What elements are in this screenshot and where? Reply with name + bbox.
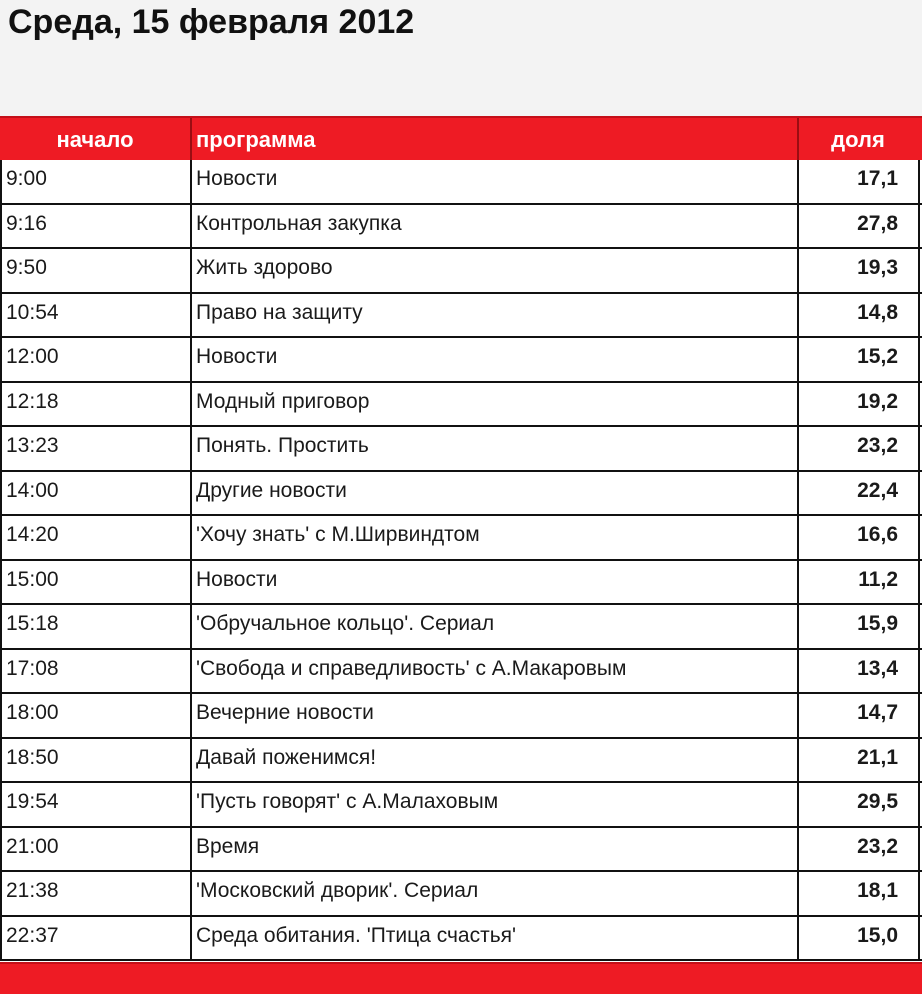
schedule-table	[0, 116, 922, 994]
start-time-cell: 9:50	[6, 256, 47, 279]
table-right-border	[918, 160, 920, 961]
program-cell: Новости	[196, 167, 278, 190]
share-cell: 29,5	[857, 790, 898, 813]
table-header-row	[0, 116, 922, 160]
program-cell: Контрольная закупка	[196, 211, 402, 235]
share-cell: 18,1	[857, 879, 898, 902]
start-time-cell: 12:00	[6, 345, 59, 368]
start-time-cell: 19:54	[6, 790, 59, 813]
table-row	[0, 338, 922, 383]
table-row	[0, 650, 922, 695]
table-row	[0, 205, 922, 250]
table-row	[0, 383, 922, 428]
start-time-cell: 18:50	[6, 745, 59, 769]
table-row	[0, 516, 922, 561]
column-header-share: доля	[831, 127, 885, 152]
share-cell: 17,1	[857, 167, 898, 190]
start-time-cell: 15:18	[6, 612, 59, 635]
table-row	[0, 561, 922, 606]
table-row	[0, 872, 922, 917]
start-time-cell: 22:37	[6, 923, 59, 947]
start-time-cell: 9:16	[6, 211, 47, 235]
table-left-border	[0, 160, 2, 961]
program-cell: 'Обручальное кольцо'. Сериал	[196, 612, 495, 635]
start-time-cell: 21:00	[6, 834, 59, 858]
page-title: Среда, 15 февраля 2012	[8, 3, 415, 41]
start-time-cell: 14:20	[6, 523, 59, 546]
share-cell: 15,9	[857, 612, 898, 635]
column-header-program: программа	[196, 127, 316, 152]
program-cell: Понять. Простить	[196, 434, 369, 457]
start-time-cell: 17:08	[6, 656, 59, 680]
share-cell: 19,2	[857, 389, 898, 413]
table-row	[0, 694, 922, 739]
share-cell: 13,4	[857, 656, 898, 680]
start-time-cell: 15:00	[6, 567, 59, 591]
start-time-cell: 12:18	[6, 389, 59, 413]
program-cell: 'Пусть говорят' с А.Малаховым	[196, 790, 499, 813]
program-cell: Право на защиту	[196, 300, 363, 324]
start-time-cell: 18:00	[6, 701, 59, 724]
share-cell: 14,8	[857, 300, 898, 324]
header-divider	[190, 118, 192, 160]
program-cell: Время	[196, 834, 260, 858]
table-footer-bar	[0, 962, 922, 994]
share-cell: 22,4	[857, 478, 898, 502]
share-cell: 14,7	[857, 701, 898, 724]
start-time-cell: 21:38	[6, 879, 59, 902]
table-body	[0, 160, 922, 961]
program-cell: 'Московский дворик'. Сериал	[196, 879, 479, 902]
program-cell: 'Свобода и справедливость' с А.Макаровым	[196, 656, 627, 680]
program-cell: Давай поженимся!	[196, 745, 377, 769]
table-row	[0, 605, 922, 650]
program-cell: Среда обитания. 'Птица счастья'	[196, 923, 517, 947]
share-cell: 21,1	[857, 745, 898, 769]
program-cell: Жить здорово	[196, 256, 333, 279]
share-cell: 27,8	[857, 211, 898, 235]
start-time-cell: 13:23	[6, 434, 59, 457]
share-cell: 23,2	[857, 434, 898, 457]
start-time-cell: 14:00	[6, 478, 59, 502]
start-time-cell: 10:54	[6, 300, 59, 324]
column-divider-time	[190, 160, 192, 961]
share-cell: 15,2	[857, 345, 898, 368]
program-cell: Вечерние новости	[196, 701, 374, 724]
table-row	[0, 828, 922, 873]
table-row	[0, 783, 922, 828]
program-cell: Модный приговор	[196, 389, 370, 413]
table-row	[0, 427, 922, 472]
program-cell: Новости	[196, 567, 278, 591]
share-cell: 15,0	[857, 923, 898, 947]
share-cell: 16,6	[857, 523, 898, 546]
share-cell: 23,2	[857, 834, 898, 858]
share-cell: 19,3	[857, 256, 898, 279]
table-row	[0, 472, 922, 517]
table-row	[0, 249, 922, 294]
program-cell: 'Хочу знать' с М.Ширвиндтом	[196, 523, 480, 546]
table-row	[0, 294, 922, 339]
column-divider-share	[797, 160, 799, 961]
table-row	[0, 160, 922, 205]
start-time-cell: 9:00	[6, 167, 47, 190]
table-row	[0, 917, 922, 962]
column-header-start: начало	[56, 127, 134, 152]
program-cell: Другие новости	[196, 478, 347, 502]
title-band	[0, 0, 922, 116]
share-cell: 11,2	[858, 567, 898, 591]
program-cell: Новости	[196, 345, 278, 368]
table-row	[0, 739, 922, 784]
